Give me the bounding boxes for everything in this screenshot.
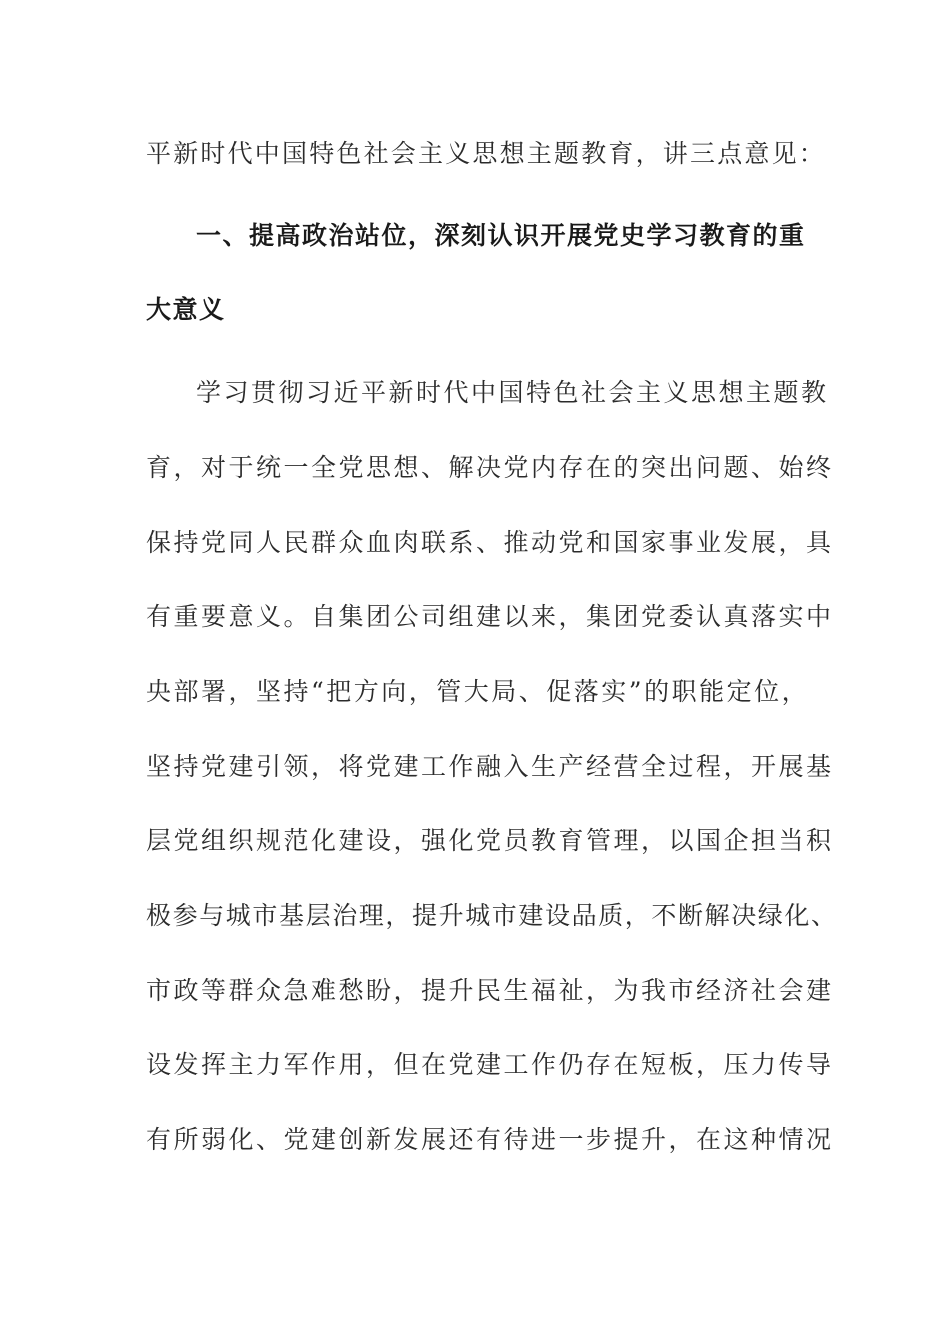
paragraph-line-intro: 平新时代中国特色社会主义思想主题教育，讲三点意见：: [146, 139, 827, 168]
paragraph-line: 有所弱化、党建创新发展还有待进一步提升，在这种情况: [146, 1125, 834, 1154]
paragraph-line: 市政等群众急难愁盼，提升民生福祉，为我市经济社会建: [146, 976, 834, 1005]
paragraph-line: 学习贯彻习近平新时代中国特色社会主义思想主题教: [196, 378, 829, 407]
section-heading-line-1: 一、提高政治站位，深刻认识开展党史学习教育的重: [196, 221, 806, 250]
paragraph-line: 央部署，坚持“把方向，管大局、促落实”的职能定位，: [146, 677, 810, 706]
paragraph-line: 设发挥主力军作用，但在党建工作仍存在短板，压力传导: [146, 1050, 834, 1079]
paragraph-line: 育，对于统一全党思想、解决党内存在的突出问题、始终: [146, 453, 834, 482]
section-heading-line-2: 大意义: [146, 295, 226, 324]
paragraph-line: 坚持党建引领，将党建工作融入生产经营全过程，开展基: [146, 752, 834, 781]
paragraph-line: 层党组织规范化建设，强化党员教育管理，以国企担当积: [146, 826, 834, 855]
paragraph-line: 有重要意义。自集团公司组建以来，集团党委认真落实中: [146, 602, 834, 631]
paragraph-line: 保持党同人民群众血肉联系、推动党和国家事业发展，具: [146, 528, 834, 557]
paragraph-line: 极参与城市基层治理，提升城市建设品质，不断解决绿化、: [146, 901, 838, 930]
